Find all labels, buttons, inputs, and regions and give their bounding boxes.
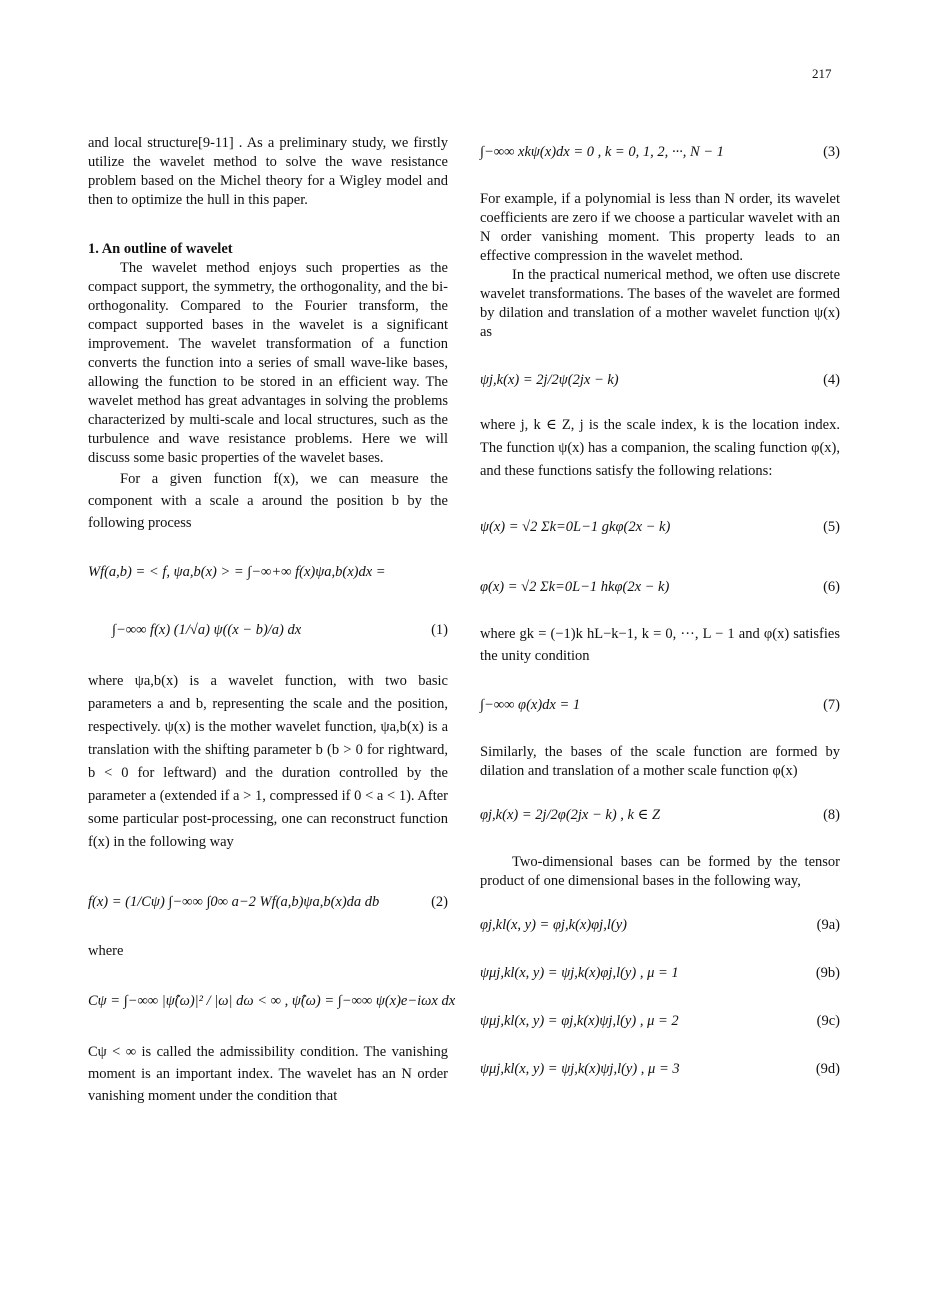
equation-9a [480,911,840,939]
equation-7 [480,687,840,723]
paragraph: For a given function f(x), we can measure the component with a scale a around the position b by the following process [88,471,448,531]
equation-6 [480,563,840,611]
equation-text: ∫−∞∞ φ(x)dx = 1 [480,696,581,713]
equation-number: (8) [823,806,840,823]
equation-text: Wf(a,b) = < f, ψa,b(x) > = ∫−∞+∞ f(x)ψa,b(x)dx = [88,563,386,580]
equation-text: ∫−∞∞ xkψ(x)dx = 0 , k = 0, 1, 2, ···, N − 1 [480,143,724,160]
equation-text: ψ(x) = √2 Σk=0L−1 gkφ(2x − k) [480,518,671,535]
equation-number: (1) [431,621,448,638]
paragraph: where [88,943,124,959]
paragraph: Cψ < ∞ is called the admissibility condition. The vanishing moment is an important index. The wavelet has an N order vanishing moment under the condition that [88,1044,448,1104]
equation-text: Cψ = ∫−∞∞ |ψ̂(ω)|² / |ω| dω < ∞ , ψ̂(ω) = ∫−∞∞ ψ(x)e−iωx dx [88,992,456,1009]
equation-number: (7) [823,696,840,713]
page-number: 217 [812,66,832,81]
equation-number: (2) [431,893,448,910]
paragraph: where ψa,b(x) is a wavelet function, with two basic parameters a and b, representing the scale and the position, respectively. ψ(x) is the mother wavelet function, ψa,b(x) is a translation with the shifting parameter b (b > 0 for rightward, b < 0 for leftward) and the duration controlled by the parameter a (extended if a > 1, compressed if 0 < a < 1). After some particular post-processing, one can reconstruct function f(x) in the following way [88,673,448,850]
equation-4 [480,366,840,394]
equation-number: (5) [823,518,840,535]
paragraph: Similarly, the bases of the scale function are formed by dilation and translation of a mother scale function φ(x) [480,744,840,779]
equation-1-line-2 [88,606,448,654]
paragraph: and local structure[9-11] . As a preliminary study, we firstly utilize the wavelet method to solve the wave resistance problem based on the Michel theory for a Wigley model and then to optimize the hull in this paper. [88,135,448,208]
equation-2 [88,878,448,926]
equation-9b [480,959,840,987]
equation-number: (9c) [816,1012,840,1029]
paragraph: For example, if a polynomial is less than N order, its wavelet coefficients are zero if we choose a particular wavelet with an N order vanishing moment. This property leads to an effective compression in the wavelet method. [480,191,840,264]
equation-number: (9a) [816,916,840,933]
paragraph: The wavelet method enjoys such properties as the compact support, the symmetry, the orthogonality, and the bi-orthogonality. Compared to the Fourier transform, the compact supported bases in the wavelet is a significant improvement. The wavelet transformation of a function converts the function into a series of small wave-like bases, allowing the function to be stored in an efficient way. The wavelet method has great advantages in solving the problems characterized by multi-scale and local structures, such as the turbulence and wave resistance problems. Here we will discuss some basic properties of the wavelet bases. [88,260,448,466]
left-column [88,134,456,1107]
equation-number: (9b) [815,964,840,981]
equation-text: ψμj,kl(x, y) = φj,k(x)ψj,l(y) , μ = 2 [480,1012,679,1029]
equation-8 [480,801,840,829]
equation-text: ψj,k(x) = 2j/2ψ(2jx − k) [480,371,619,388]
equation-text: φj,k(x) = 2j/2φ(2jx − k) , k ∈ Z [480,806,661,823]
paragraph: In the practical numerical method, we often use discrete wavelet transformations. The bases of the wavelet are formed by dilation and translation of a mother wavelet function ψ(x) as [480,267,840,340]
paragraph: Two-dimensional bases can be formed by the tensor product of one dimensional bases in the following way, [480,854,840,889]
paragraph: where j, k ∈ Z, j is the scale index, k is the location index. The function ψ(x) has a companion, the scaling function φ(x), and these functions satisfy the following relations: [480,417,840,479]
equation-admissibility [88,977,456,1025]
paragraph: where gk = (−1)k hL−k−1, k = 0, ···, L − 1 and φ(x) satisfies the unity condition [480,626,840,664]
equation-number: (4) [823,371,840,388]
equation-text: ψμj,kl(x, y) = ψj,k(x)ψj,l(y) , μ = 3 [480,1060,680,1077]
right-column [480,134,840,1083]
equation-number: (3) [823,143,840,160]
equation-number: (6) [823,578,840,595]
equation-1-line-1 [88,558,448,586]
equation-text: ∫−∞∞ f(x) (1/√a) ψ((x − b)/a) dx [112,621,302,638]
equation-9c [480,1007,840,1035]
equation-text: ψμj,kl(x, y) = ψj,k(x)φj,l(y) , μ = 1 [480,964,679,981]
equation-5 [480,503,840,551]
section-heading: 1. An outline of wavelet [88,241,233,257]
equation-9d [480,1055,840,1083]
equation-3 [480,134,840,170]
equation-number: (9d) [815,1060,840,1077]
equation-text: f(x) = (1/Cψ) ∫−∞∞ ∫0∞ a−2 Wf(a,b)ψa,b(x)da db [88,893,380,910]
equation-text: φj,kl(x, y) = φj,k(x)φj,l(y) [480,916,627,933]
equation-text: φ(x) = √2 Σk=0L−1 hkφ(2x − k) [480,578,670,595]
